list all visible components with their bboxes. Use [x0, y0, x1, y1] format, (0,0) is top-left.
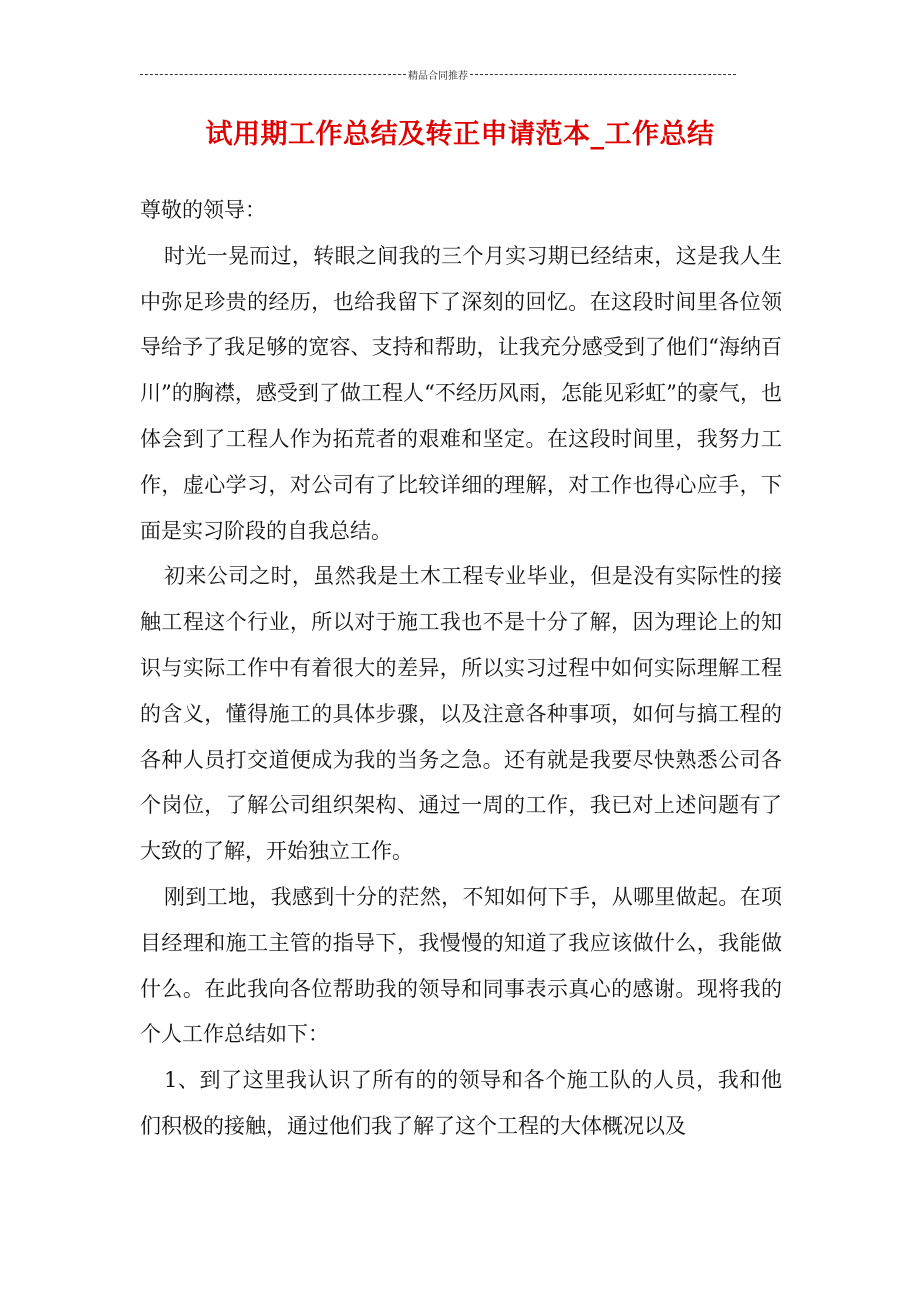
header-label: 精品合同推荐 [408, 70, 468, 82]
header-dash-left [140, 74, 406, 75]
paragraph-2: 初来公司之时，虽然我是土木工程专业毕业，但是没有实际性的接触工程这个行业，所以对于施工我也不是十分了解，因为理论上的知识与实际工作中有着很大的差异，所以实习过程中如何实际理解工程的含义，懂得施工的具体步骤，以及注意各种事项，如何与搞工程的各种人员打交道便成为我的当务之急。还有就是我要尽快熟悉公司各个岗位，了解公司组织架构、通过一周的工作，我已对上述问题有了大致的了解，开始独立工作。 [140, 564, 782, 864]
header-dash-right [470, 74, 736, 75]
document-body [140, 188, 782, 1150]
paragraph-3: 刚到工地，我感到十分的茫然，不知如何下手，从哪里做起。在项目经理和施工主管的指导下，我慢慢的知道了我应该做什么，我能做什么。在此我向各位帮助我的领导和同事表示真心的感谢。现将我的个人工作总结如下： [140, 884, 782, 1047]
paragraph-1: 时光一晃而过，转眼之间我的三个月实习期已经结束，这是我人生中弥足珍贵的经历，也给我留下了深刻的回忆。在这段时间里各位领导给予了我足够的宽容、支持和帮助，让我充分感受到了他们“海纳百川”的胸襟，感受到了做工程人“不经历风雨，怎能见彩虹”的豪气，也体会到了工程人作为拓荒者的艰难和坚定。在这段时间里，我努力工作，虚心学习，对公司有了比较详细的理解，对工作也得心应手，下面是实习阶段的自我总结。 [140, 243, 782, 543]
page-header [140, 64, 736, 84]
paragraph-4: 1、到了这里我认识了所有的的领导和各个施工队的人员，我和他们积极的接触，通过他们我了解了这个工程的大体概况以及 [140, 1068, 782, 1138]
document-title: 试用期工作总结及转正申请范本_工作总结 [205, 119, 715, 150]
salutation: 尊敬的领导： [140, 198, 266, 222]
